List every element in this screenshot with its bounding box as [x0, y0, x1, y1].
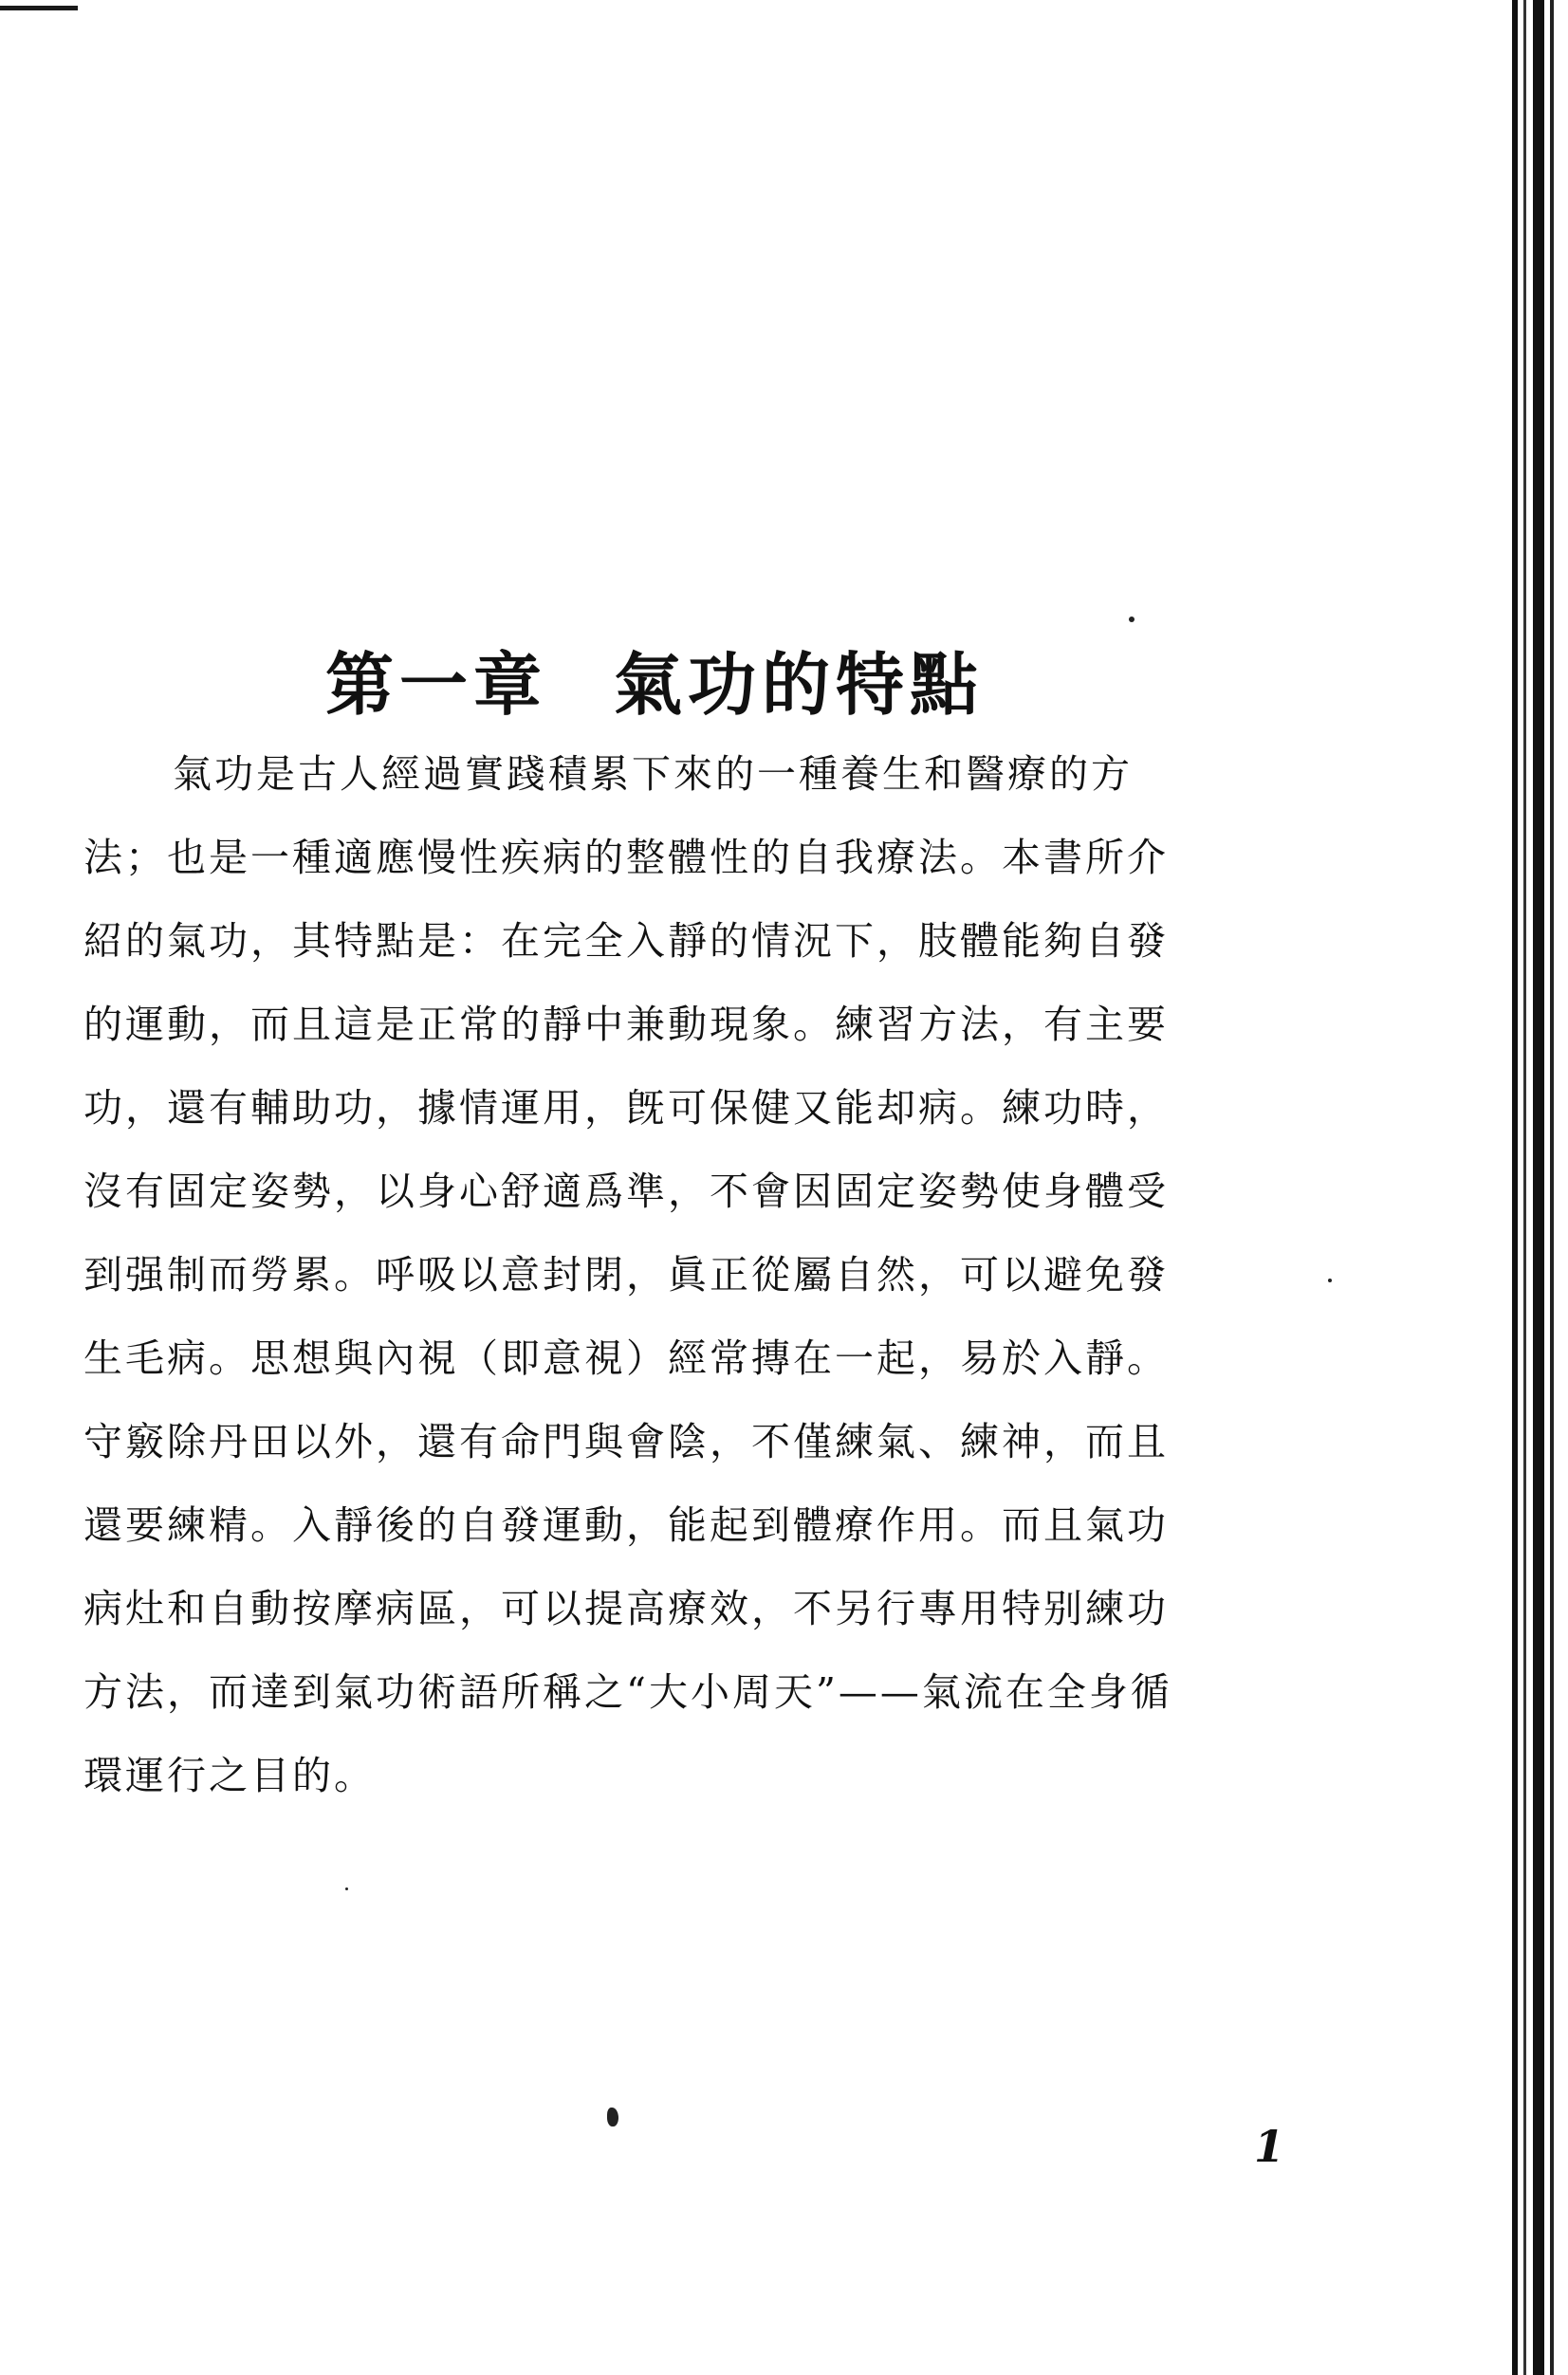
chapter-number: 第一章 [324, 644, 547, 726]
scan-speck [1129, 617, 1134, 622]
body-paragraph [83, 732, 1317, 1817]
book-spine-edge [1512, 0, 1518, 2375]
text-line: 沒有固定姿勢，以身心舒適爲準，不會因固定姿勢使身體受 [83, 1169, 1169, 1214]
text-line: 紹的氣功，其特點是：在完全入靜的情況下，肢體能夠自發 [83, 918, 1169, 964]
chapter-title: 氣功的特點 [614, 644, 985, 726]
text-line: 到强制而勞累。呼吸以意封閉，眞正從屬自然，可以避免發 [83, 1252, 1169, 1298]
scan-speck [345, 1887, 348, 1890]
text-line: 生毛病。思想與內視（即意視）經常摶在一起，易於入靜。 [83, 1335, 1169, 1381]
text-line: 方法，而達到氣功術語所稱之“大小周天”——氣流在全身循 [83, 1669, 1172, 1715]
text-line: 氣功是古人經過實踐積累下來的一種養生和醫療的方 [173, 751, 1133, 797]
text-line: 病灶和自動按摩病區，可以提高療效，不另行專用特别練功 [83, 1586, 1169, 1631]
book-spine-edge [1533, 0, 1544, 2375]
chapter-heading [0, 630, 1309, 728]
book-spine-edge [1550, 0, 1554, 2375]
text-line: 守竅除丹田以外，還有命門與會陰，不僅練氣、練神，而且 [83, 1419, 1169, 1464]
scan-corner-mark [0, 6, 78, 10]
text-line: 功，還有輔助功，據情運用，旣可保健又能却病。練功時， [83, 1085, 1169, 1131]
scan-speck [1328, 1279, 1332, 1282]
scan-speck [607, 2108, 618, 2126]
text-line: 的運動，而且這是正常的靜中兼動現象。練習方法，有主要 [83, 1002, 1169, 1047]
book-spine-edge [1523, 0, 1526, 2375]
page-number: 1 [1254, 2121, 1285, 2172]
text-line: 環運行之目的。 [83, 1753, 376, 1798]
text-line: 法；也是一種適應慢性疾病的整體性的自我療法。本書所介 [83, 835, 1169, 880]
text-line: 還要練精。入靜後的自發運動，能起到體療作用。而且氣功 [83, 1502, 1169, 1548]
